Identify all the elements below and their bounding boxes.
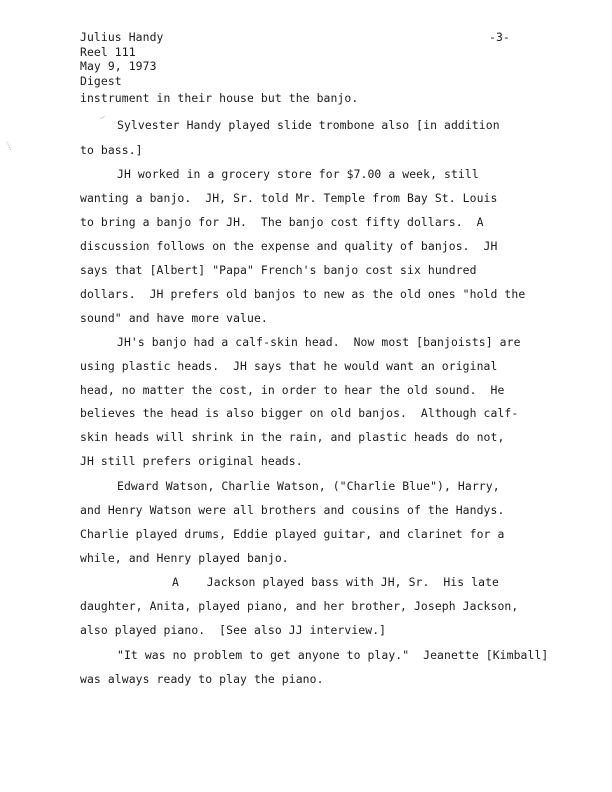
text-line: dollars. JH prefers old banjos to new as the old ones "hold the xyxy=(80,287,526,301)
text-line: discussion follows on the expense and quality of banjos. JH xyxy=(80,239,498,253)
text-line: wanting a banjo. JH, Sr. told Mr. Temple from Bay St. Louis xyxy=(80,191,498,205)
text-line: instrument in their house but the banjo. xyxy=(80,91,359,105)
text-line: Charlie played drums, Eddie played guitar, and clarinet for a xyxy=(80,527,505,541)
text-line: while, and Henry played banjo. xyxy=(80,551,289,565)
text-line: believes the head is also bigger on old banjos. Although calf- xyxy=(80,406,519,420)
text-line: says that [Albert] "Papa" French's banjo cost six hundred xyxy=(80,263,477,277)
text-line: using plastic heads. JH says that he would want an original xyxy=(80,359,498,373)
text-line: daughter, Anita, played piano, and her brother, Joseph Jackson, xyxy=(80,599,519,613)
text-line: A Jackson played bass with JH, Sr. His late xyxy=(172,575,500,589)
text-line: and Henry Watson were all brothers and cousins of the Handys. xyxy=(80,503,505,517)
document-header xyxy=(80,30,164,88)
header-name: Julius Handy xyxy=(80,30,164,44)
header-reel: Reel 111 xyxy=(80,44,136,59)
text-line: also played piano. [See also JJ interview.] xyxy=(80,623,387,637)
text-line: to bass.] xyxy=(80,143,143,157)
text-line: JH worked in a grocery store for $7.00 a week, still xyxy=(117,167,479,181)
text-line: sound" and have more value. xyxy=(80,311,268,325)
scan-mark xyxy=(100,116,105,119)
scan-speck xyxy=(6,139,16,150)
header-date: May 9, 1973 xyxy=(80,59,157,73)
text-line: Sylvester Handy played slide trombone also [in addition xyxy=(117,118,500,132)
text-line: JH still prefers original heads. xyxy=(80,454,303,468)
text-line: was always ready to play the piano. xyxy=(80,672,324,686)
text-line: head, no matter the cost, in order to hear the old sound. He xyxy=(80,383,505,397)
text-line: Edward Watson, Charlie Watson, ("Charlie Blue"), Harry, xyxy=(117,479,500,493)
page-number: -3- xyxy=(489,30,510,44)
text-line: JH's banjo had a calf-skin head. Now most [banjoists] are xyxy=(117,335,521,349)
text-line: skin heads will shrink in the rain, and plastic heads do not, xyxy=(80,430,505,444)
text-line: to bring a banjo for JH. The banjo cost fifty dollars. A xyxy=(80,215,484,229)
header-type: Digest xyxy=(80,73,122,88)
text-line: "It was no problem to get anyone to play." Jeanette [Kimball] xyxy=(117,648,549,662)
